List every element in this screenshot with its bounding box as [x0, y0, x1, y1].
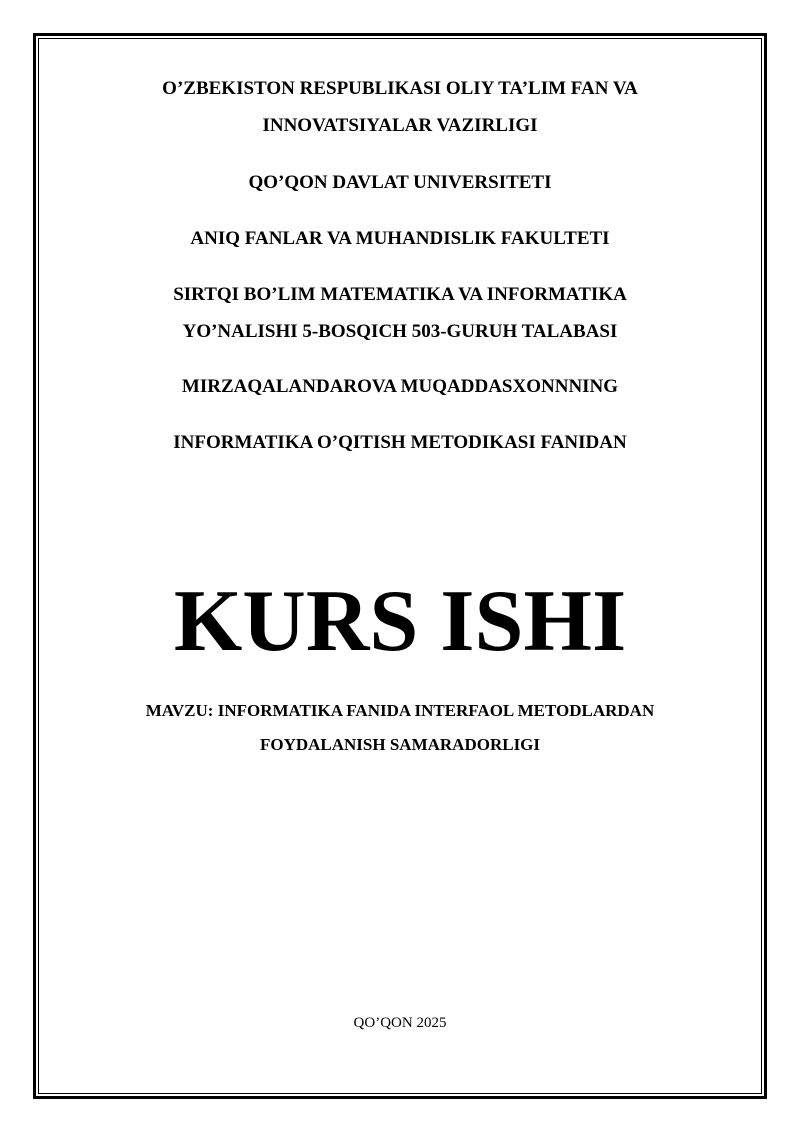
document-title: KURS ISHI [173, 573, 627, 670]
department-line-1: SIRTQI BO’LIM MATEMATIKA VA INFORMATIKA [173, 284, 627, 305]
faculty-name: ANIQ FANLAR VA MUHANDISLIK FAKULTETI [190, 228, 610, 249]
subject-name: INFORMATIKA O’QITISH METODIKASI FANIDAN [173, 432, 627, 453]
university-name: QO’QON DAVLAT UNIVERSITETI [248, 172, 552, 193]
ministry-line-1: O’ZBEKISTON RESPUBLIKASI OLIY TA’LIM FAN VA [162, 78, 638, 99]
topic-line-1: MAVZU: INFORMATIKA FANIDA INTERFAOL METODLARDAN [145, 701, 655, 720]
department-line-2: YO’NALISHI 5-BOSQICH 503-GURUH TALABASI [182, 321, 618, 342]
place-year: QO’QON 2025 [353, 1015, 447, 1031]
ministry-line-2: INNOVATSIYALAR VAZIRLIGI [262, 115, 538, 136]
page-border-inner [38, 38, 762, 1094]
student-name: MIRZAQALANDAROVA MUQADDASXONNNING [181, 376, 619, 397]
topic-line-2: FOYDALANISH SAMARADORLIGI [259, 735, 541, 754]
